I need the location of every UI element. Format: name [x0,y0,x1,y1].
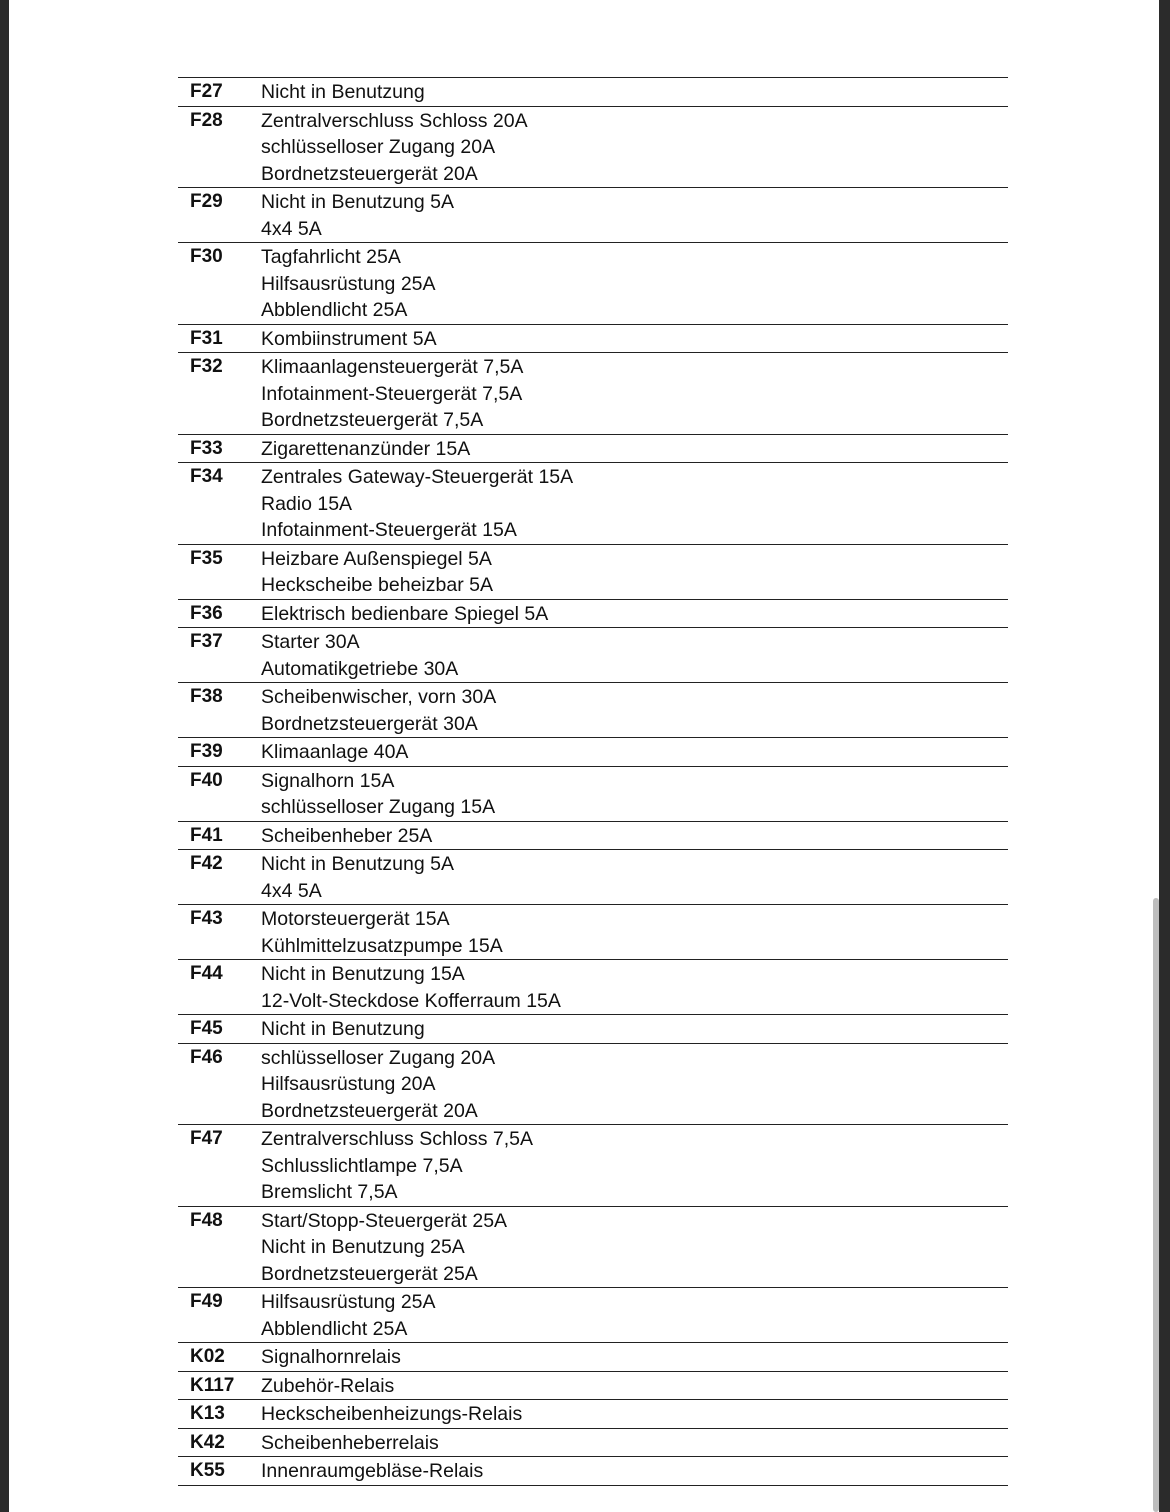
fuse-description-line: Automatikgetriebe 30A [261,657,459,680]
fuse-description [261,1373,1008,1400]
fuse-description [261,1458,1008,1485]
fuse-id: F37 [190,631,223,652]
fuse-description-line: Scheibenwischer, vorn 30A [261,686,497,708]
fuse-description-line: Kühlmittelzusatzpumpe 15A [261,934,503,957]
fuse-description [261,1016,1008,1043]
fuse-description-line: Hilfsausrüstung 25A [261,1291,436,1313]
fuse-id: K13 [190,1403,225,1424]
fuse-description [261,684,1008,737]
fuse-row [178,1457,1008,1486]
fuse-description-line: Nicht in Benutzung 5A [261,191,454,213]
fuse-description-line: Bordnetzsteuergerät 30A [261,712,478,735]
fuse-description-line: Zubehör-Relais [261,1374,395,1397]
fuse-id: F48 [190,1209,223,1231]
fuse-row [178,353,1008,435]
fuse-description [261,961,1008,1014]
fuse-id: F43 [190,908,223,929]
fuse-id: F35 [190,547,223,569]
fuse-description-line: Tagfahrlicht 25A [261,246,401,268]
fuse-description-line: Infotainment-Steuergerät 15A [261,519,517,541]
fuse-description [261,436,1008,463]
fuse-description-line: Klimaanlagensteuergerät 7,5A [261,356,524,378]
fuse-row [178,960,1008,1015]
fuse-description-line: Hilfsausrüstung 25A [261,272,436,295]
fuse-description [261,354,1008,434]
fuse-description [261,601,1008,628]
fuse-description [261,1401,1008,1428]
fuse-description [261,464,1008,544]
fuse-row [178,767,1008,822]
fuse-row [178,738,1008,767]
fuse-row [178,1288,1008,1343]
fuse-description-line: Kombiinstrument 5A [261,327,437,350]
fuse-description-line: Signalhornrelais [261,1346,401,1368]
fuse-row [178,1015,1008,1044]
fuse-description [261,189,1008,242]
fuse-description-line: Infotainment-Steuergerät 7,5A [261,382,523,405]
fuse-description [261,768,1008,821]
fuse-id: F44 [190,963,223,984]
fuse-id: F40 [190,769,223,791]
fuse-description-line: Bordnetzsteuergerät 20A [261,1099,478,1122]
fuse-description [261,1126,1008,1206]
fuse-id: F30 [190,246,223,267]
fuse-description [261,326,1008,353]
fuse-id: F47 [190,1128,223,1149]
fuse-description [261,1045,1008,1125]
fuse-description [261,1208,1008,1288]
fuse-row [178,1125,1008,1207]
fuse-description [261,1289,1008,1342]
fuse-description [261,546,1008,599]
fuse-id: F36 [190,602,223,624]
fuse-description [261,823,1008,850]
fuse-description-line: schlüsselloser Zugang 20A [261,1046,496,1069]
fuse-row [178,1372,1008,1401]
fuse-description-line: Nicht in Benutzung 5A [261,853,454,875]
fuse-row [178,600,1008,629]
fuse-id: F45 [190,1018,223,1039]
fuse-description-line: Nicht in Benutzung [261,81,425,103]
fuse-row [178,822,1008,851]
fuse-row [178,683,1008,738]
fuse-id: F46 [190,1046,223,1068]
fuse-description-line: Nicht in Benutzung 25A [261,1236,465,1258]
fuse-description [261,79,1008,106]
fuse-id: F41 [190,824,223,846]
scrollbar-thumb[interactable] [1153,898,1159,1512]
fuse-row [178,1400,1008,1429]
fuse-description-line: Nicht in Benutzung [261,1018,425,1040]
fuse-row [178,325,1008,354]
fuse-description [261,1430,1008,1457]
fuse-row [178,1044,1008,1126]
fuse-description-line: Signalhorn 15A [261,769,395,792]
fuse-row [178,463,1008,545]
fuse-description-line: Motorsteuergerät 15A [261,908,450,930]
fuse-description-line: Zentralverschluss Schloss 7,5A [261,1128,534,1150]
fuse-id: F34 [190,466,223,487]
fuse-description-line: Start/Stopp-Steuergerät 25A [261,1209,508,1232]
fuse-description [261,851,1008,904]
fuse-id: F28 [190,109,223,131]
fuse-id: F42 [190,853,223,874]
fuse-description-line: Heizbare Außenspiegel 5A [261,547,492,570]
fuse-row [178,905,1008,960]
fuse-description [261,244,1008,324]
fuse-description-line: Abblendlicht 25A [261,299,408,321]
fuse-description-line: Zigarettenanzünder 15A [261,437,471,460]
fuse-description-line: Klimaanlage 40A [261,741,409,763]
fuse-description-line: 12-Volt-Steckdose Kofferraum 15A [261,989,561,1012]
fuse-description [261,629,1008,682]
fuse-id: K117 [190,1374,235,1396]
fuse-row [178,188,1008,243]
fuse-description-line: Innenraumgebläse-Relais [261,1460,484,1482]
viewer-right-edge [1159,0,1170,1512]
fuse-description-line: schlüsselloser Zugang 20A [261,136,496,158]
fuse-id: F39 [190,741,223,762]
fuse-row [178,1429,1008,1458]
fuse-id: F33 [190,437,223,459]
fuse-row [178,1343,1008,1372]
fuse-description [261,739,1008,766]
fuse-description-line: Nicht in Benutzung 15A [261,963,465,985]
fuse-description-line: Schlusslichtlampe 7,5A [261,1154,463,1177]
fuse-id: F32 [190,356,223,377]
fuse-description-line: Elektrisch bedienbare Spiegel 5A [261,602,549,625]
fuse-row [178,850,1008,905]
fuse-description [261,1344,1008,1371]
document-page [9,0,1159,1512]
fuse-description-line: Abblendlicht 25A [261,1317,408,1340]
fuse-id: K55 [190,1460,225,1481]
fuse-row [178,545,1008,600]
fuse-row [178,78,1008,107]
fuse-row [178,107,1008,189]
fuse-description-line: 4x4 5A [261,217,322,240]
fuse-id: F31 [190,327,223,349]
fuse-id: F49 [190,1291,223,1312]
fuse-id: K42 [190,1431,225,1453]
fuse-id: F38 [190,686,223,707]
fuse-description-line: schlüsselloser Zugang 15A [261,796,496,818]
fuse-description-line: Zentralverschluss Schloss 20A [261,109,528,132]
fuse-row [178,1207,1008,1289]
fuse-description-line: Bordnetzsteuergerät 7,5A [261,409,484,431]
fuse-description-line: Zentrales Gateway-Steuergerät 15A [261,466,574,488]
fuse-id: K02 [190,1346,225,1367]
fuse-row [178,628,1008,683]
fuse-row [178,243,1008,325]
fuse-description-line: Scheibenheber 25A [261,824,433,847]
fuse-description [261,906,1008,959]
fuse-description-line: Scheibenheberrelais [261,1431,439,1454]
fuse-description-line: Hilfsausrüstung 20A [261,1073,436,1095]
fuse-description-line: Bremslicht 7,5A [261,1181,398,1203]
fuse-id: F29 [190,191,223,212]
fuse-description-line: Heckscheibenheizungs-Relais [261,1403,523,1425]
fuse-table [178,77,1008,1486]
viewer-left-edge [0,0,9,1512]
fuse-description [261,108,1008,188]
fuse-description-line: Bordnetzsteuergerät 20A [261,162,478,185]
fuse-description-line: Radio 15A [261,492,353,515]
fuse-description-line: 4x4 5A [261,879,322,902]
fuse-row [178,435,1008,464]
fuse-id: F27 [190,81,223,102]
fuse-description-line: Heckscheibe beheizbar 5A [261,574,493,596]
fuse-description-line: Starter 30A [261,631,360,653]
fuse-description-line: Bordnetzsteuergerät 25A [261,1262,478,1285]
